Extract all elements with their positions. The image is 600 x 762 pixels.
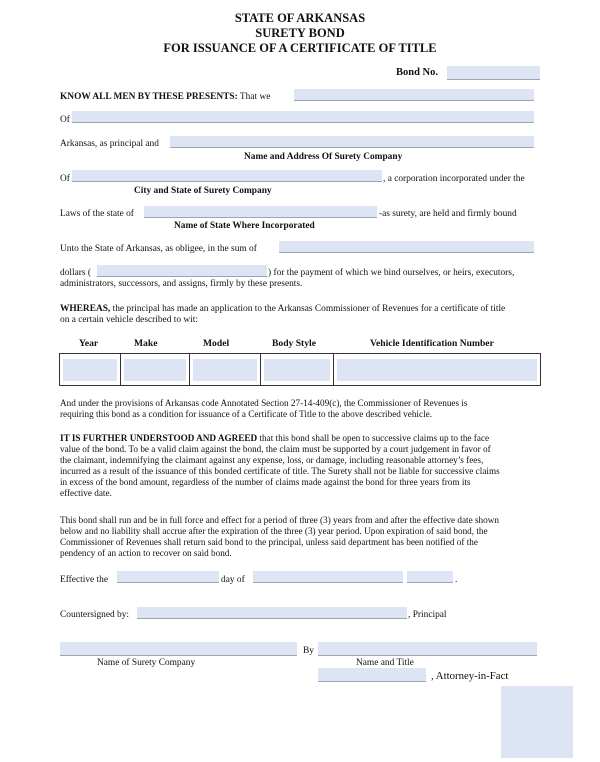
form-title-purpose: FOR ISSUANCE OF A CERTIFICATE OF TITLE [163, 41, 437, 55]
surety-name-address-field[interactable] [170, 136, 534, 148]
col-header-model: Model [203, 338, 230, 349]
countersigned-field[interactable] [137, 607, 407, 619]
city-state-caption: City and State of Surety Company [134, 186, 272, 196]
col-header-make: Make [134, 338, 158, 349]
model-cell[interactable] [190, 354, 261, 386]
sum-words-field[interactable] [279, 241, 534, 253]
state-incorporated-field[interactable] [144, 206, 377, 218]
seal-area[interactable] [501, 686, 573, 758]
laws-of-state-text: Laws of the state of [60, 209, 134, 219]
day-of-text: day of [221, 575, 245, 585]
force-line-4: pendency of an action to recover on said bond. [60, 548, 232, 559]
provisions-paragraph [60, 398, 540, 420]
understood-line-3: the claimant, indemnifying the claimant against any expense, loss, or damage, including reasonable attorney’s fees, [60, 455, 484, 466]
bond-no-field[interactable] [447, 66, 540, 80]
vehicle-table [59, 353, 541, 386]
principal-address-field[interactable] [72, 111, 534, 123]
name-and-title-caption: Name and Title [356, 658, 414, 668]
attorney-in-fact-field[interactable] [318, 668, 426, 682]
understood-line-4: incurred as a result of the issuance of this bonded certificate of title. The Surety shall not be liable for successive claims [60, 466, 500, 477]
understood-paragraph [60, 433, 540, 500]
countersigned-by-text: Countersigned by: [60, 610, 130, 620]
effective-period: . [455, 575, 458, 585]
provisions-line-2: requiring this bond as a condition for issuance of a Certificate of Title to the above described vehicle. [60, 409, 432, 420]
understood-line-2: value of the bond. To be a valid claim against the bond, the claim must be supported by a court judgement in favor of [60, 444, 491, 455]
force-line-1: This bond shall run and be in full force and effect for a period of three (3) years from and after the effective date shown [60, 515, 499, 525]
attorney-in-fact-text: , Attorney-in-Fact [431, 670, 509, 682]
provisions-line-1: And under the provisions of Arkansas code Annotated Section 27-14-409(c), the Commissioner of Revenues is [60, 398, 468, 408]
surety-city-state-field[interactable] [72, 170, 382, 182]
for-payment-text: ) for the payment of which we bind ourselves, or heirs, executors, [268, 268, 515, 278]
make-field[interactable] [124, 359, 186, 381]
corporation-text: , a corporation incorporated under the [383, 174, 525, 184]
body-style-field[interactable] [264, 359, 330, 381]
col-header-year: Year [79, 338, 99, 349]
make-cell[interactable] [121, 354, 190, 386]
unto-state-text: Unto the State of Arkansas, as obligee, in the sum of [60, 244, 257, 254]
table-row [60, 354, 541, 386]
arkansas-principal-text: Arkansas, as principal and [60, 139, 159, 149]
vin-cell[interactable] [334, 354, 541, 386]
dollars-text: dollars ( [60, 268, 91, 278]
understood-line-6: effective date. [60, 488, 112, 499]
understood-line-5: in excess of the bond amount, regardless of the number of claims made against the bond for three years from its [60, 477, 471, 488]
principal-name-field[interactable] [294, 89, 534, 101]
effective-the-text: Effective the [60, 575, 108, 585]
force-paragraph [60, 515, 540, 559]
of-label: Of [60, 115, 70, 125]
year-cell[interactable] [60, 354, 121, 386]
year-field[interactable] [63, 359, 117, 381]
surety-name-address-caption: Name and Address Of Surety Company [244, 152, 403, 162]
whereas-line-2: on a certain vehicle described to wit: [60, 315, 198, 325]
vin-field[interactable] [337, 359, 537, 381]
form-title-bond: SURETY BOND [255, 26, 345, 40]
effective-year-field[interactable] [407, 571, 453, 583]
bond-no-label: Bond No. [396, 67, 439, 78]
name-surety-company-caption: Name of Surety Company [97, 658, 196, 668]
surety-company-field[interactable] [60, 642, 297, 656]
signer-name-title-field[interactable] [318, 642, 537, 656]
as-surety-text: -as surety, are held and firmly bound [379, 209, 517, 219]
principal-text: , Principal [408, 610, 447, 620]
sum-amount-field[interactable] [97, 265, 267, 277]
know-all-line: KNOW ALL MEN BY THESE PRESENTS: That we [60, 92, 271, 102]
whereas-line: WHEREAS, the principal has made an application to the Arkansas Commissioner of Revenues for a certificate of title [60, 304, 506, 314]
col-header-vin: Vehicle Identification Number [370, 338, 494, 349]
col-header-body-style: Body Style [272, 338, 316, 349]
form-title-state: STATE OF ARKANSAS [234, 11, 366, 25]
model-field[interactable] [193, 359, 257, 381]
force-line-2: below and no liability shall accrue after the expiration of the three (3) year period. Upon expiration of said bond, the [60, 526, 488, 537]
force-line-3: Commissioner of Revenues shall return said bond to the principal, unless said department has been notified of the [60, 537, 478, 548]
understood-line-1: IT IS FURTHER UNDERSTOOD AND AGREED that this bond shall be open to successive claims up to the face [60, 433, 490, 443]
state-incorporated-caption: Name of State Where Incorporated [174, 221, 315, 231]
effective-month-field[interactable] [253, 571, 403, 583]
effective-day-field[interactable] [117, 571, 219, 583]
body-style-cell[interactable] [261, 354, 334, 386]
of-label-2: Of [60, 174, 70, 184]
by-text: By [303, 646, 314, 656]
administrators-text: administrators, successors, and assigns, firmly by these presents. [60, 279, 303, 289]
